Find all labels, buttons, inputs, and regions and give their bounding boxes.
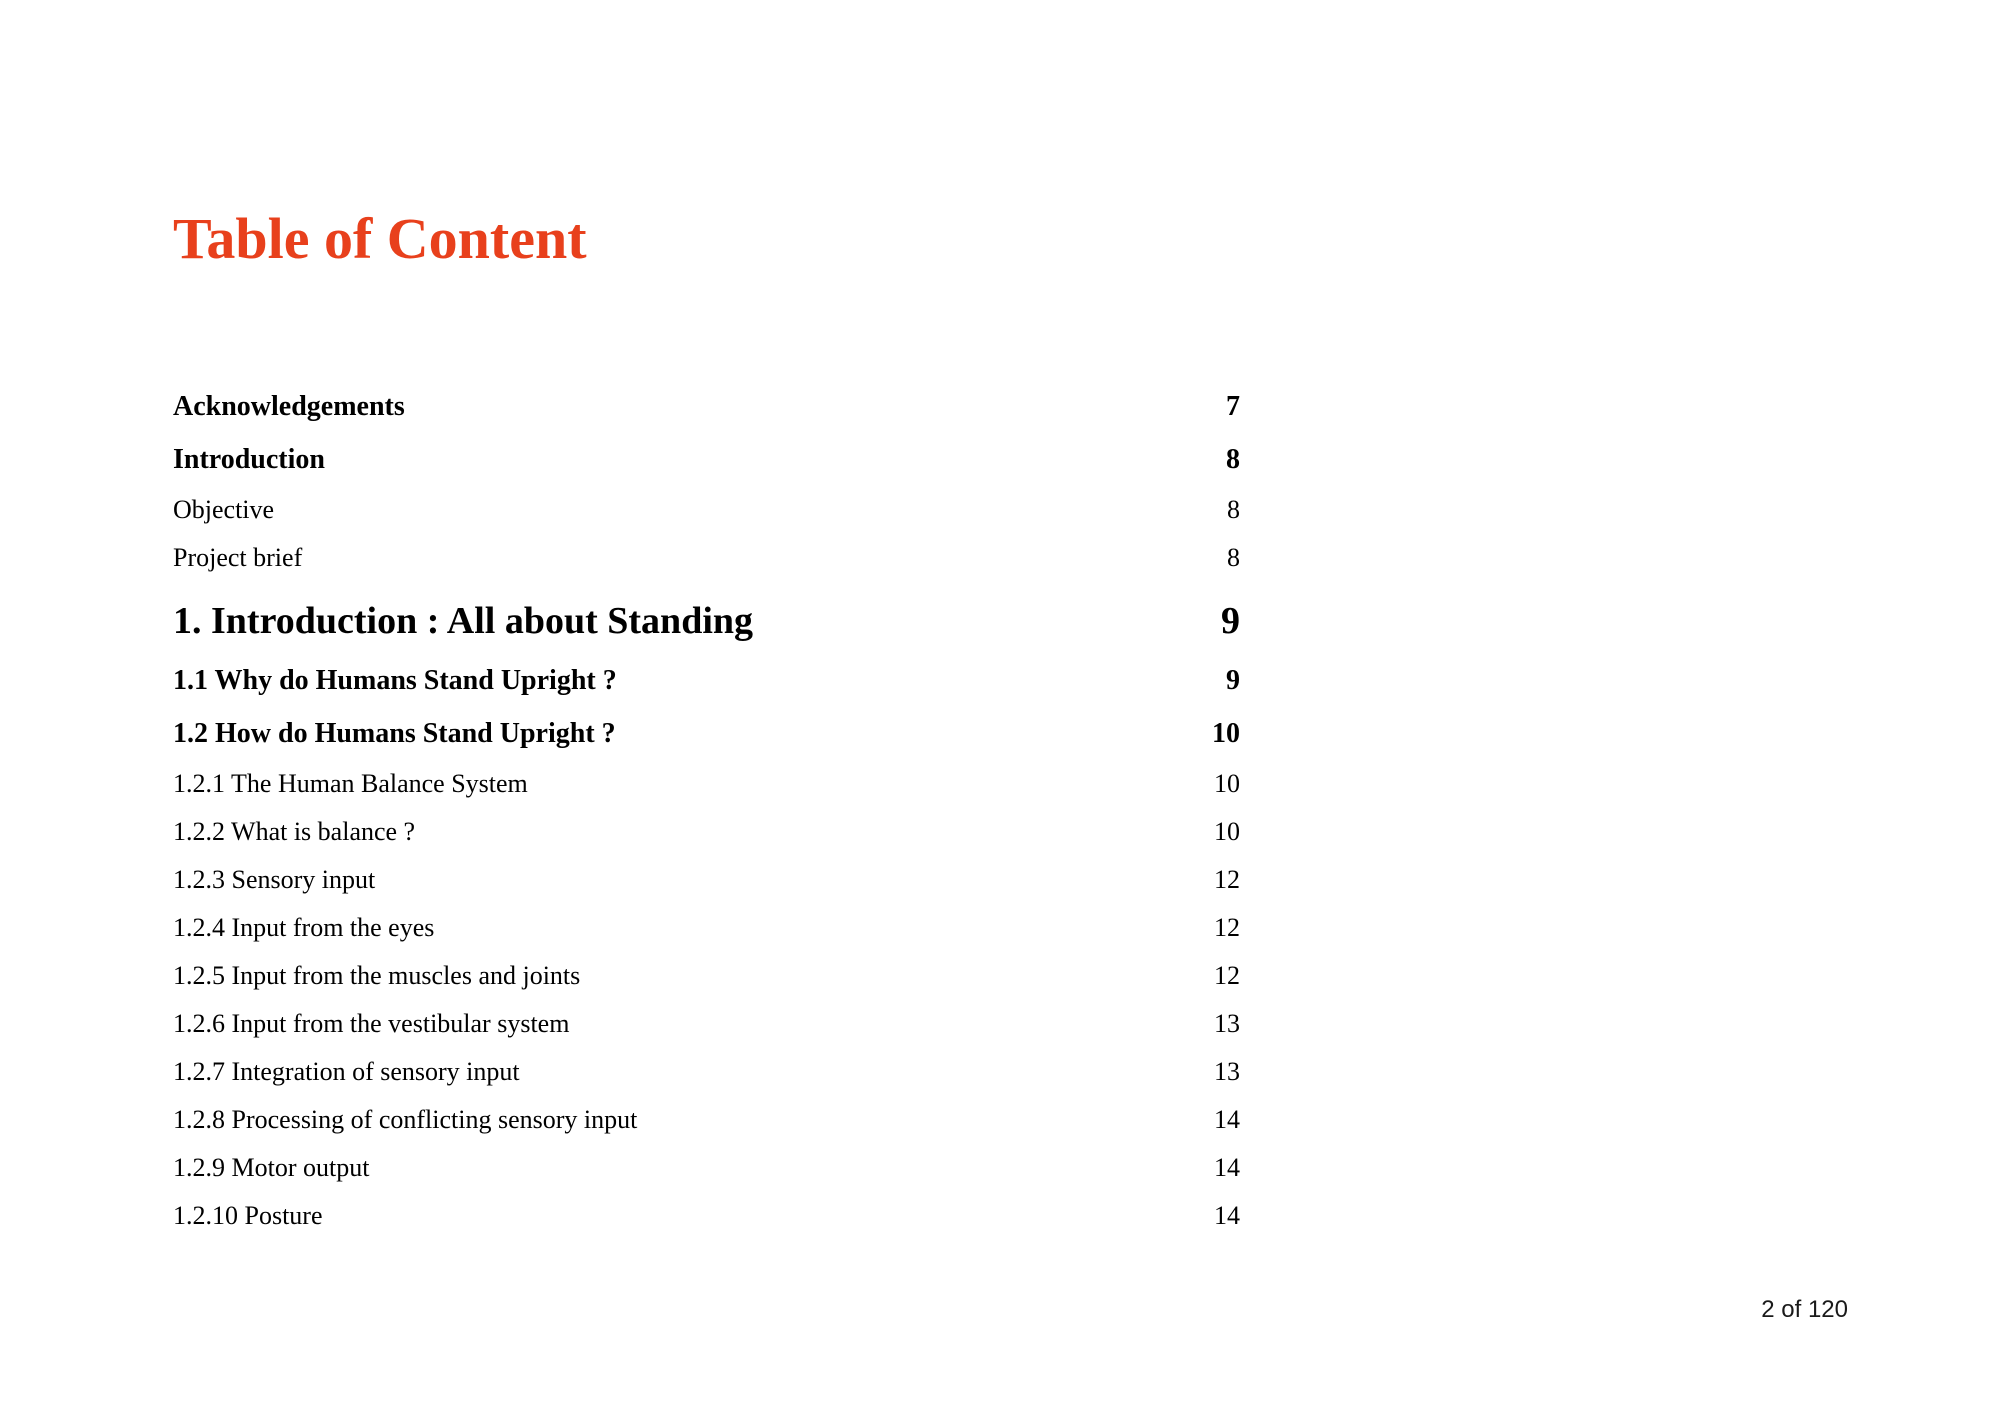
toc-entry-label: Introduction bbox=[173, 444, 325, 475]
toc-entry-page-number: 9 bbox=[1221, 600, 1240, 642]
toc-entry[interactable] bbox=[173, 380, 1240, 433]
toc-entry[interactable] bbox=[173, 760, 1240, 808]
toc-entry-label: 1.1 Why do Humans Stand Upright ? bbox=[173, 665, 617, 696]
page-indicator: 2 of 120 bbox=[1761, 1296, 1848, 1323]
toc-entry[interactable] bbox=[173, 588, 1240, 654]
toc-entry[interactable] bbox=[173, 1144, 1240, 1192]
toc-entry[interactable] bbox=[173, 1048, 1240, 1096]
toc-entry-page-number: 14 bbox=[1214, 1105, 1240, 1134]
toc-entry[interactable] bbox=[173, 1000, 1240, 1048]
toc-entry-label: 1.2.10 Posture bbox=[173, 1201, 323, 1230]
toc-entry-label: 1.2.5 Input from the muscles and joints bbox=[173, 961, 581, 990]
toc-entry-label: Objective bbox=[173, 495, 275, 524]
toc-entry[interactable] bbox=[173, 534, 1240, 582]
toc-entry-page-number: 7 bbox=[1226, 391, 1240, 422]
toc-entry[interactable] bbox=[173, 904, 1240, 952]
toc-entry-label: 1.2.1 The Human Balance System bbox=[173, 769, 528, 798]
toc-entry-page-number: 13 bbox=[1214, 1057, 1240, 1086]
toc-entry-page-number: 10 bbox=[1212, 718, 1240, 749]
toc-entry-label: Project brief bbox=[173, 543, 303, 572]
toc-entry[interactable] bbox=[173, 654, 1240, 707]
toc-entry-page-number: 14 bbox=[1214, 1201, 1240, 1230]
toc-entry-page-number: 12 bbox=[1214, 913, 1240, 942]
toc-entry[interactable] bbox=[173, 1096, 1240, 1144]
toc-entry[interactable] bbox=[173, 486, 1240, 534]
toc-entry-page-number: 10 bbox=[1214, 769, 1240, 798]
toc-entry-label: 1. Introduction : All about Standing bbox=[173, 600, 754, 642]
toc-entry-page-number: 12 bbox=[1214, 865, 1240, 894]
toc-entry[interactable] bbox=[173, 707, 1240, 760]
toc-entry[interactable] bbox=[173, 1192, 1240, 1240]
toc-entry-label: 1.2.4 Input from the eyes bbox=[173, 913, 435, 942]
toc-entry-page-number: 12 bbox=[1214, 961, 1240, 990]
toc-entry-page-number: 8 bbox=[1226, 444, 1240, 475]
toc-entry-label: Acknowledgements bbox=[173, 391, 405, 422]
toc-entry-label: 1.2 How do Humans Stand Upright ? bbox=[173, 718, 616, 749]
toc-entry-label: 1.2.9 Motor output bbox=[173, 1153, 370, 1182]
toc-entry-page-number: 9 bbox=[1226, 665, 1240, 696]
table-of-contents bbox=[173, 380, 1240, 1240]
toc-entry[interactable] bbox=[173, 856, 1240, 904]
toc-entry-page-number: 8 bbox=[1227, 495, 1240, 524]
toc-entry-label: 1.2.7 Integration of sensory input bbox=[173, 1057, 520, 1086]
page-title: Table of Content bbox=[173, 206, 587, 271]
toc-entry-page-number: 13 bbox=[1214, 1009, 1240, 1038]
toc-entry-label: 1.2.6 Input from the vestibular system bbox=[173, 1009, 570, 1038]
toc-entry-label: 1.2.3 Sensory input bbox=[173, 865, 376, 894]
toc-entry-label: 1.2.2 What is balance ? bbox=[173, 817, 416, 846]
toc-entry[interactable] bbox=[173, 808, 1240, 856]
toc-entry-label: 1.2.8 Processing of conflicting sensory input bbox=[173, 1105, 638, 1134]
toc-entry[interactable] bbox=[173, 433, 1240, 486]
toc-entry-page-number: 10 bbox=[1214, 817, 1240, 846]
toc-entry-page-number: 8 bbox=[1227, 543, 1240, 572]
toc-entry[interactable] bbox=[173, 952, 1240, 1000]
toc-entry-page-number: 14 bbox=[1214, 1153, 1240, 1182]
